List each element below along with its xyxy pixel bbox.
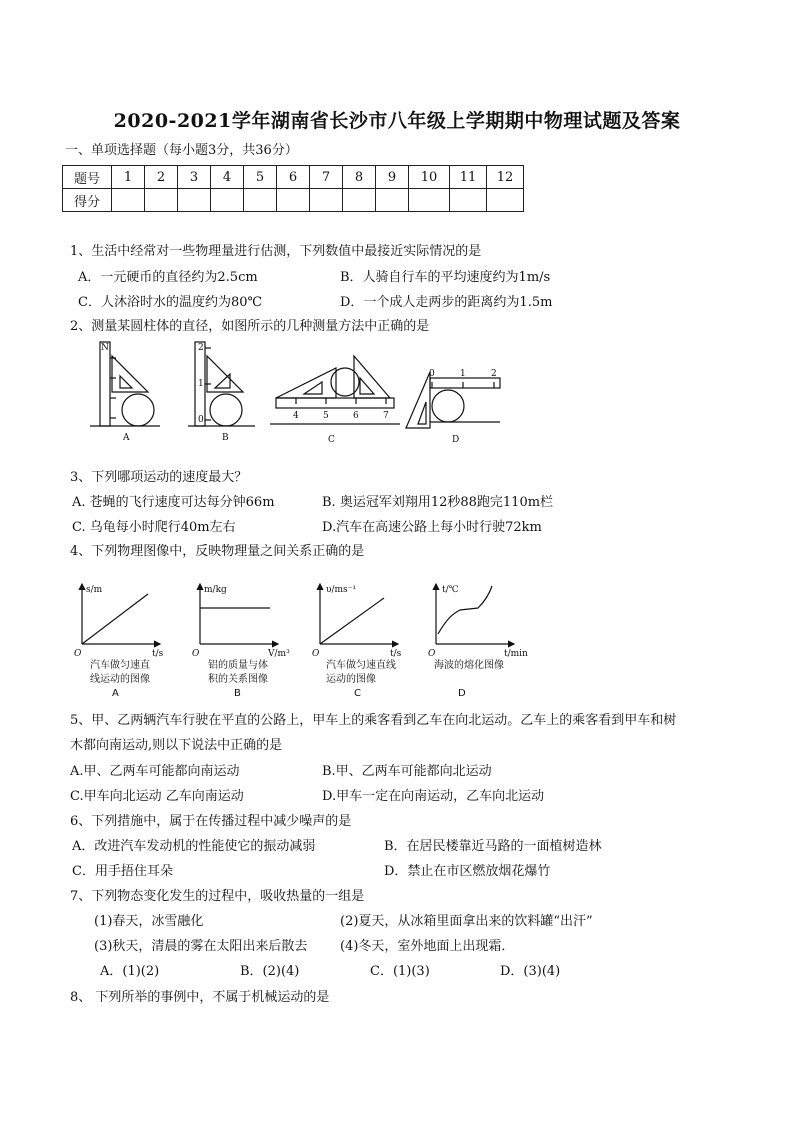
table-row <box>63 166 524 189</box>
q7-statement-3: (3)秋天，清晨的雾在太阳出来后散去 <box>94 939 308 954</box>
table-cell <box>145 189 178 212</box>
q1-stem: 1、生活中经常对一些物理量进行估测，下列数值中最接近实际情况的是 <box>70 244 482 259</box>
table-cell <box>343 189 376 212</box>
q5-option-c: C.甲车向北运动 乙车向南运动 <box>70 789 244 804</box>
cylinder-c <box>331 368 359 396</box>
graph-c-letter: C <box>354 688 361 699</box>
graph-c-origin: O <box>312 649 320 659</box>
table-cell <box>310 189 343 212</box>
table-cell: 得分 <box>63 189 112 212</box>
ruler-c <box>276 398 394 408</box>
graph-c-ylabel: υ/ms⁻¹ <box>326 585 357 595</box>
figure-label-c: C <box>328 435 335 445</box>
q7-option-d: D．(3)(4) <box>500 964 561 979</box>
graph-a-letter: A <box>112 688 119 699</box>
table-cell: 8 <box>343 166 376 189</box>
q1-option-d: D．一个成人走两步的距离约为1.5m <box>340 295 553 310</box>
q4-stem: 4、下列物理图像中，反映物理量之间关系正确的是 <box>70 544 365 559</box>
table-cell <box>409 189 450 212</box>
q6-option-b: B．在居民楼靠近马路的一面植树造林 <box>384 839 602 854</box>
graph-a-line <box>82 594 148 644</box>
table-cell <box>376 189 409 212</box>
graph-c-xlabel: t/s <box>390 649 402 659</box>
q1-option-b: B．人骑自行车的平均速度约为1m/s <box>340 270 551 285</box>
graph-d-letter: D <box>458 688 466 699</box>
table-cell: 题号 <box>63 166 112 189</box>
q5-option-a: A.甲、乙两车可能都向南运动 <box>70 764 240 779</box>
graph-b-ylabel: m/kg <box>204 585 227 595</box>
table-cell: 3 <box>178 166 211 189</box>
ruler-c-label: 6 <box>353 411 359 421</box>
section-heading: 一、单项选择题（每小题3分，共36分） <box>65 143 298 158</box>
q2-figure <box>90 338 520 448</box>
cylinder-a <box>122 394 154 426</box>
q5-stem-cont: 木都向南运动,则以下说法中正确的是 <box>70 738 283 753</box>
table-cell: 4 <box>211 166 244 189</box>
table-row <box>63 189 524 212</box>
cylinder-d <box>432 390 464 422</box>
table-cell <box>487 189 524 212</box>
cylinder-b <box>210 394 242 426</box>
q3-option-b: B. 奥运冠军刘翔用12秒88跑完110m栏 <box>322 495 554 510</box>
ruler-a <box>100 342 110 426</box>
table-cell: 11 <box>450 166 487 189</box>
q5-option-d: D.甲车一定在向南运动，乙车向北运动 <box>322 789 545 804</box>
table-cell: 12 <box>487 166 524 189</box>
q1-option-a: A．一元硬币的直径约为2.5cm <box>78 270 258 285</box>
figure-label-d: D <box>452 435 460 445</box>
table-cell <box>450 189 487 212</box>
ruler-a-label: N <box>101 343 109 353</box>
ruler-c-label: 4 <box>293 411 299 421</box>
graph-a-xlabel: t/s <box>152 649 164 659</box>
ruler-c-label: 5 <box>323 411 329 421</box>
q6-option-d: D．禁止在市区燃放烟花爆竹 <box>384 864 551 879</box>
figure-label-b: B <box>222 433 229 443</box>
q5-stem: 5、甲、乙两辆汽车行驶在平直的公路上，甲车上的乘客看到乙车在向北运动。乙车上的乘客看到甲车和树 <box>70 713 677 728</box>
q3-stem: 3、下列哪项运动的速度最大？ <box>70 470 248 485</box>
q2-stem: 2、测量某圆柱体的直径，如图所示的几种测量方法中正确的是 <box>70 319 430 334</box>
q7-statement-4: (4)冬天，室外地面上出现霜． <box>340 939 515 954</box>
q7-statement-2: (2)夏天，从冰箱里面拿出来的饮料罐“出汗” <box>340 914 593 929</box>
graph-d-xlabel: t/min <box>504 649 528 659</box>
table-cell <box>112 189 145 212</box>
graph-b-caption: 铝的质量与体 <box>208 660 268 671</box>
table-cell: 6 <box>277 166 310 189</box>
measurement-diagram <box>90 338 520 448</box>
triangle-b <box>207 356 243 392</box>
table-cell: 2 <box>145 166 178 189</box>
graph-a-caption: 线运动的图像 <box>90 674 150 685</box>
graph-a-caption: 汽车做匀速直 <box>90 660 150 671</box>
ruler-b-label: 0 <box>198 415 204 425</box>
q6-option-a: A．改进汽车发动机的性能使它的振动减弱 <box>72 839 316 854</box>
q7-option-b: B．(2)(4) <box>240 964 300 979</box>
ruler-b-label: 2 <box>198 343 204 353</box>
graph-b-letter: B <box>234 688 241 699</box>
ruler-d-label: 1 <box>460 369 466 379</box>
table-cell <box>178 189 211 212</box>
table-cell: 1 <box>112 166 145 189</box>
score-table <box>62 165 524 212</box>
ruler-c-label: 7 <box>383 411 389 421</box>
table-cell: 9 <box>376 166 409 189</box>
q8-stem: 8、 下列所举的事例中，不属于机械运动的是 <box>70 990 330 1005</box>
table-cell: 7 <box>310 166 343 189</box>
graph-a-origin: O <box>74 649 82 659</box>
ruler-d-label: 0 <box>429 369 435 379</box>
q6-option-c: C．用手捂住耳朵 <box>72 864 173 879</box>
q5-option-b: B.甲、乙两车可能都向北运动 <box>322 764 492 779</box>
q7-option-c: C．(1)(3) <box>370 964 430 979</box>
graph-d-caption: 海波的熔化图像 <box>434 660 504 671</box>
q7-option-a: A．(1)(2) <box>100 964 160 979</box>
table-cell: 5 <box>244 166 277 189</box>
ruler-d-label: 2 <box>491 369 497 379</box>
q3-option-c: C. 乌龟每小时爬行40m左右 <box>72 520 236 535</box>
figure-label-a: A <box>123 433 130 443</box>
q3-option-d: D.汽车在高速公路上每小时行驶72km <box>322 520 542 535</box>
table-cell: 10 <box>409 166 450 189</box>
graph-d-origin: O <box>428 649 436 659</box>
table-cell <box>244 189 277 212</box>
graph-b-caption: 积的关系图像 <box>208 674 268 685</box>
graph-b-xlabel: V/m³ <box>268 649 290 659</box>
ruler-b-label: 1 <box>198 379 204 389</box>
graphs-diagram <box>68 578 588 700</box>
q3-option-a: A. 苍蝇的飞行速度可达每分钟66m <box>72 495 275 510</box>
graph-c-caption: 运动的图像 <box>326 674 376 685</box>
page-title: 2020-2021学年湖南省长沙市八年级上学期期中物理试题及答案 <box>113 110 681 132</box>
graph-c-caption: 汽车做匀速直线 <box>326 660 396 671</box>
q6-stem: 6、下列措施中，属于在传播过程中减少噪声的是 <box>70 814 352 829</box>
table-cell <box>211 189 244 212</box>
graph-a-ylabel: s/m <box>86 585 103 595</box>
q1-option-c: C．人沐浴时水的温度约为80℃ <box>78 295 263 310</box>
q4-figure <box>68 578 588 700</box>
q7-stem: 7、下列物态变化发生的过程中，吸收热量的一组是 <box>70 889 365 904</box>
graph-b-origin: O <box>192 649 200 659</box>
graph-c-line <box>320 598 384 644</box>
q7-statement-1: (1)春天，冰雪融化 <box>94 914 204 929</box>
graph-d-ylabel: t/℃ <box>442 585 459 595</box>
table-cell <box>277 189 310 212</box>
ruler-d <box>430 378 500 388</box>
